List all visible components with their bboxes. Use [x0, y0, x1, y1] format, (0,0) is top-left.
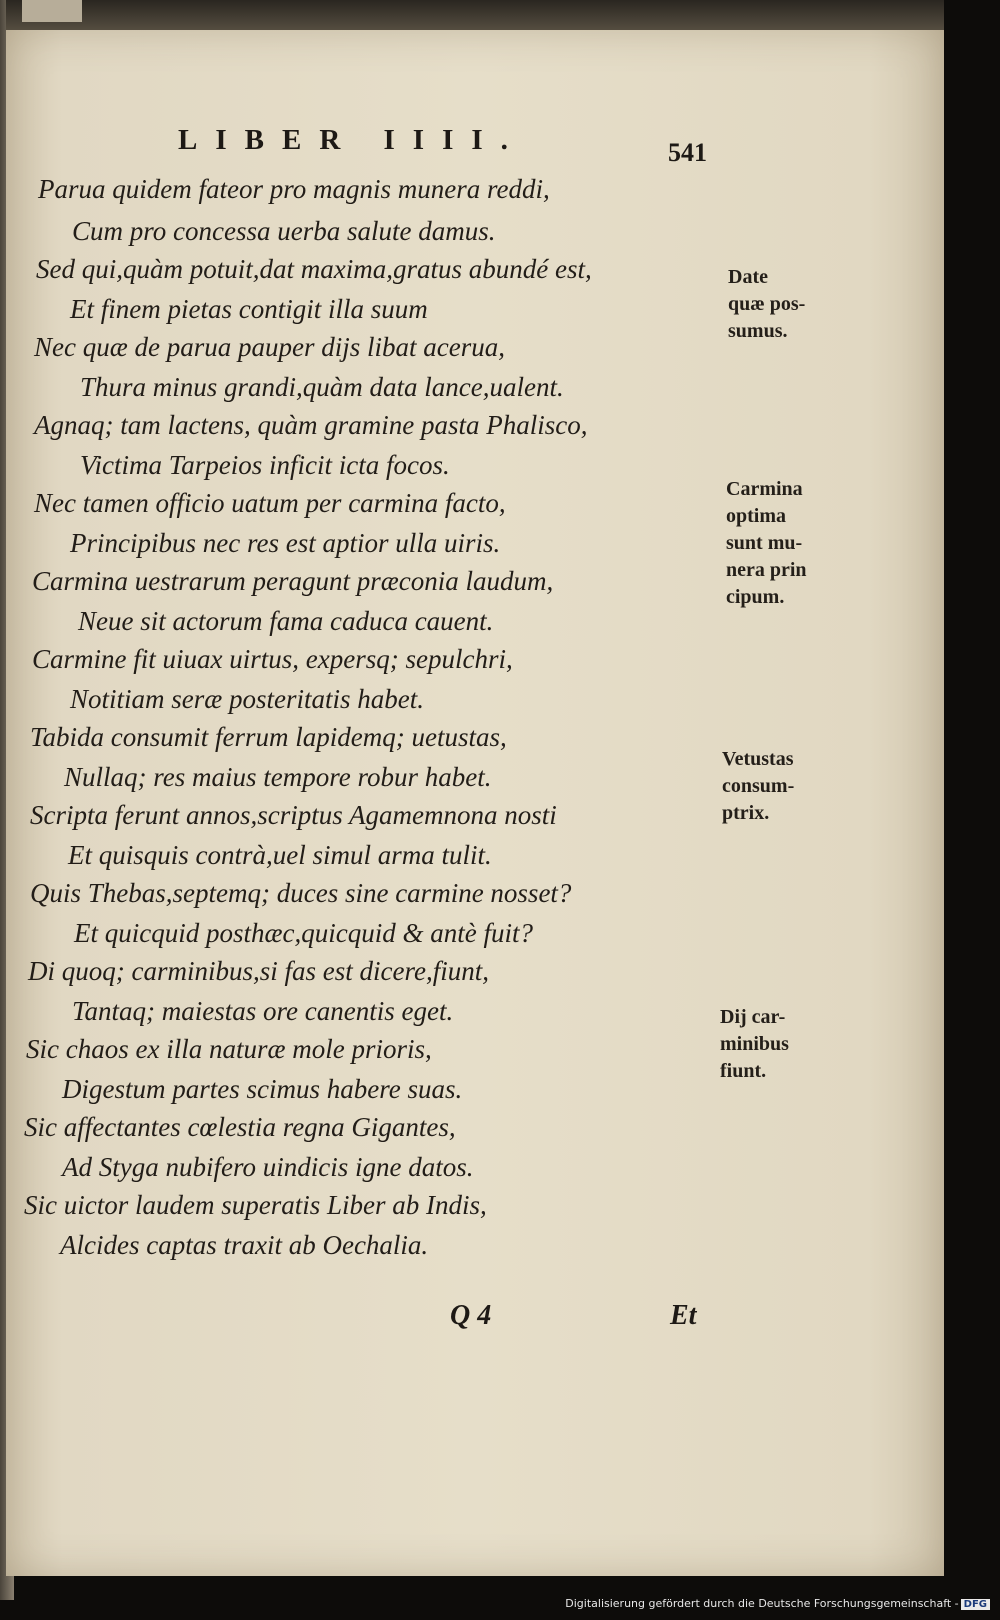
verse-line: Scripta ferunt annos,scriptus Agamemnona nosti [30, 800, 557, 830]
page-top-shadow [6, 0, 944, 34]
digitization-credit [565, 1597, 990, 1610]
verse-line: Cum pro concessa uerba salute damus. [72, 216, 496, 246]
verse-line: Sic uictor laudem superatis Liber ab Indis, [24, 1190, 487, 1220]
marginal-note-line: minibus [720, 1033, 789, 1055]
marginal-note-line: Dij car- [720, 1006, 786, 1028]
marginal-note-line: optima [726, 505, 786, 527]
verse-line: Nullaq; res maius tempore robur habet. [64, 762, 492, 792]
verse-line: Parua quidem fateor pro magnis munera reddi, [38, 174, 550, 204]
marginal-note [720, 1004, 789, 1085]
verse-line: Thura minus grandi,quàm data lance,ualent. [80, 372, 564, 402]
marginal-note-line: nera prin [726, 559, 807, 581]
marginal-note-line: ptrix. [722, 802, 770, 824]
verse-line: Nec quæ de parua pauper dijs libat acerua, [34, 332, 505, 362]
marginal-note [728, 264, 805, 345]
verse-line: Sic chaos ex illa naturæ mole prioris, [26, 1034, 432, 1064]
marginal-note [722, 746, 794, 827]
verse-line: Tabida consumit ferrum lapidemq; uetustas, [30, 722, 507, 752]
marginal-note-line: fiunt. [720, 1060, 767, 1082]
verse-line: Notitiam seræ posteritatis habet. [70, 684, 425, 714]
verse-line: Alcides captas traxit ab Oechalia. [60, 1230, 429, 1260]
verse-line: Et quisquis contrà,uel simul arma tulit. [68, 840, 492, 870]
marginal-note-line: sunt mu- [726, 532, 803, 554]
verse-line: Nec tamen officio uatum per carmina facto, [34, 488, 506, 518]
verse-line: Carmina uestrarum peragunt præconia laudum, [32, 566, 554, 596]
marginal-note-line: consum- [722, 775, 795, 797]
verse-line: Ad Styga nubifero uindicis igne datos. [62, 1152, 474, 1182]
credit-text: Digitalisierung gefördert durch die Deutsche Forschungsgemeinschaft - [565, 1597, 959, 1610]
dfg-logo: DFG [961, 1599, 990, 1610]
verse-line: Carmine fit uiuax uirtus, expersq; sepulchri, [32, 644, 513, 674]
verse-line: Et quicquid posthæc,quicquid & antè fuit? [74, 918, 533, 948]
verse-line: Victima Tarpeios inficit icta focos. [80, 450, 450, 480]
verse-line: Tantaq; maiestas ore canentis eget. [72, 996, 454, 1026]
page-corner [22, 0, 82, 22]
verse-line: Et finem pietas contigit illa suum [70, 294, 428, 324]
marginal-note-line: cipum. [726, 586, 785, 608]
verse-line: Neue sit actorum fama caduca cauent. [78, 606, 494, 636]
marginal-note-line: sumus. [728, 320, 788, 342]
marginal-note [726, 476, 807, 611]
verse-line: Quis Thebas,septemq; duces sine carmine nosset? [30, 878, 572, 908]
verse-line: Sed qui,quàm potuit,dat maxima,gratus abundé est, [36, 254, 592, 284]
verse-line: Agnaq; tam lactens, quàm gramine pasta Phalisco, [34, 410, 588, 440]
marginal-note-line: Date [728, 266, 768, 288]
verse-line: Digestum partes scimus habere suas. [62, 1074, 463, 1104]
verse-line: Principibus nec res est aptior ulla uiris. [70, 528, 501, 558]
marginal-note-line: Vetustas [722, 748, 794, 770]
verse-line: Sic affectantes cœlestia regna Gigantes, [24, 1112, 456, 1142]
verse-line: Di quoq; carminibus,si fas est dicere,fiunt, [28, 956, 489, 986]
catchword: Et [670, 1300, 697, 1331]
signature-mark: Q 4 [450, 1300, 492, 1331]
marginal-note-line: quæ pos- [728, 293, 806, 315]
page-number: 541 [668, 138, 707, 167]
running-head: LIBER IIII. [178, 124, 526, 156]
marginal-note-line: Carmina [726, 478, 803, 500]
